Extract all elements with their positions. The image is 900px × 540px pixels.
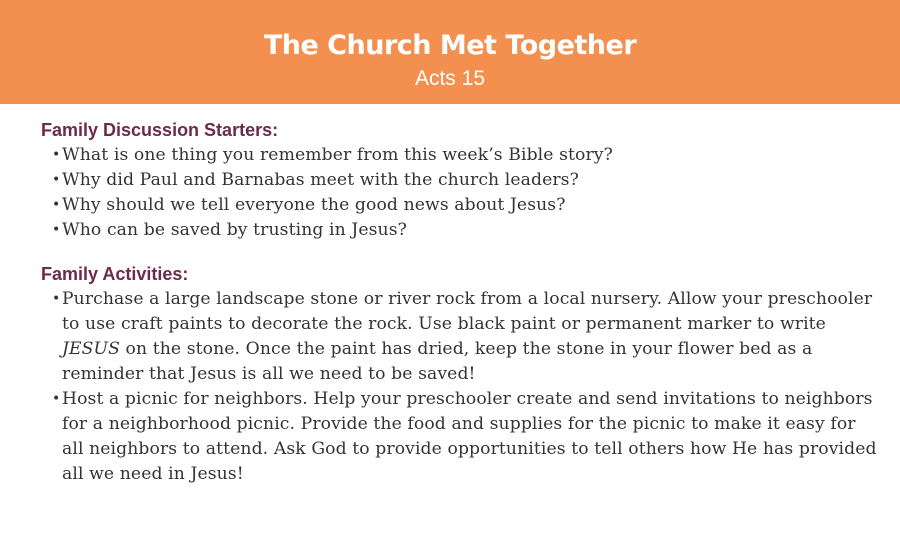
activities-heading: Family Activities:: [41, 264, 189, 284]
activity-emphasis: JESUS: [62, 339, 120, 359]
discussion-question: What is one thing you remember from this week’s Bible story?: [62, 145, 613, 165]
discussion-question: Why did Paul and Barnabas meet with the church leaders?: [62, 170, 579, 190]
page-title: The Church Met Together: [263, 30, 637, 61]
bullet-icon: •: [52, 147, 61, 163]
bullet-icon: •: [52, 222, 61, 238]
discussion-question: Why should we tell everyone the good news about Jesus?: [62, 195, 566, 215]
header-banner: [0, 0, 900, 104]
list-item: [41, 218, 881, 243]
list-item: [41, 387, 881, 487]
bullet-icon: •: [52, 391, 61, 407]
bullet-icon: •: [52, 197, 61, 213]
activities-list: [41, 287, 881, 487]
discussion-question: Who can be saved by trusting in Jesus?: [62, 220, 407, 240]
scripture-reference: Acts 15: [414, 67, 486, 90]
main-content: [41, 118, 881, 487]
activity-text: Host a picnic for neighbors. Help your preschooler create and send invitations to neighbors for a neighborhood picnic. Provide the food and supplies for the picnic to make it easy for all neighbors to attend. Ask God to provide opportunities to tell others how He has provided all we need in Jesus!: [62, 389, 877, 484]
activity-text-part: on the stone. Once the paint has dried, keep the stone in your flower bed as a reminder that Jesus is all we need to be saved!: [62, 339, 813, 384]
list-item: [41, 193, 881, 218]
bullet-icon: •: [52, 172, 61, 188]
discussion-heading: Family Discussion Starters:: [41, 120, 279, 140]
discussion-list: [41, 143, 881, 243]
activity-text-part: Purchase a large landscape stone or river rock from a local nursery. Allow your preschooler to use craft paints to decorate the rock. Use black paint or permanent marker to write: [62, 289, 873, 334]
list-item: [41, 168, 881, 193]
bullet-icon: •: [52, 291, 61, 307]
list-item: [41, 143, 881, 168]
list-item: [41, 287, 881, 387]
